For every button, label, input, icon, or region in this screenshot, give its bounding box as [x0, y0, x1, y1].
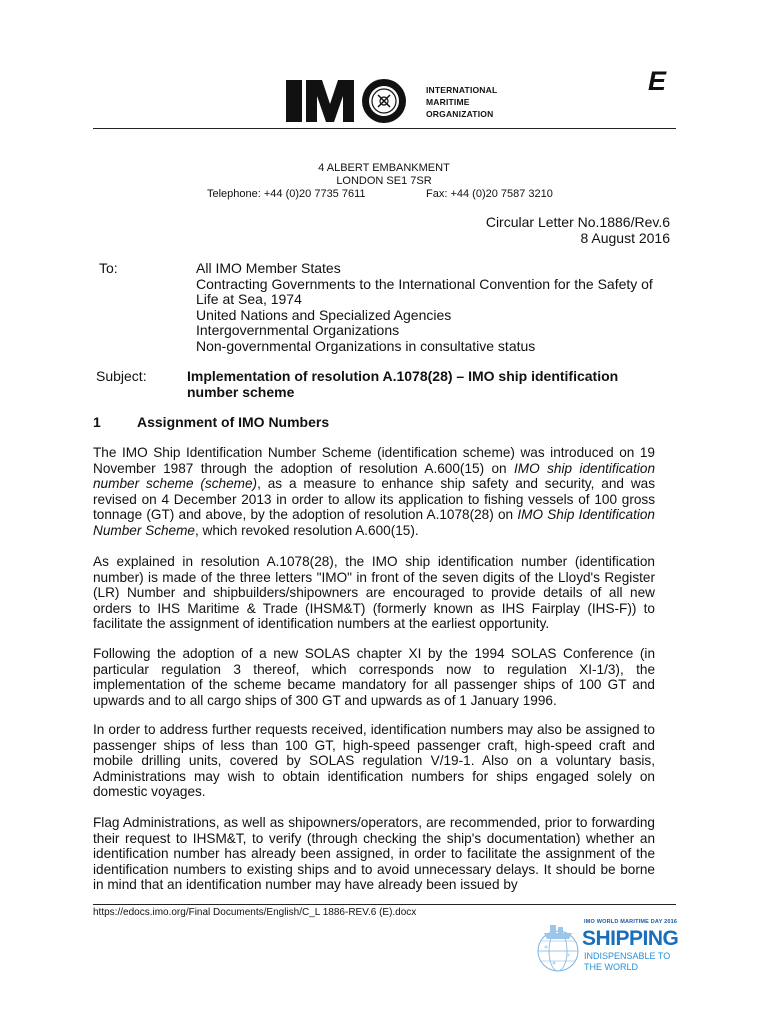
wmd-label: IMO WORLD MARITIME DAY 2016 — [584, 919, 678, 925]
paragraph-1-part-c: , as a measure to enhance ship safety and security, and was revised on 4 December 2013 in order to allow its application to fishing vessels of 100 gross tonnage (GT) and above, by the adoption of resolution A.1078(28) on — [93, 476, 655, 522]
subject-label: Subject: — [96, 368, 147, 384]
circular-date: 8 August 2016 — [580, 230, 670, 246]
tagline-line-2: THE WORLD — [584, 962, 638, 972]
paragraph-2: As explained in resolution A.1078(28), the IMO ship identification number (identification number) is made of the three letters "IMO" in front of the seven digits of the Lloyd's Register (LR) Number and shipbuilders/shipowners are encouraged to provide details of all new orders to IHS Maritime & Trade (IHSM&T) (formerly known as IHS Fairplay (IHS-F)) to facilitate the assignment of identification numbers at the earliest opportunity. — [93, 554, 655, 631]
document-path: https://edocs.imo.org/Final Documents/English/C_L 1886-REV.6 (E).docx — [93, 907, 417, 918]
paragraph-1-italic-title-2: IMO Ship Identification Number Scheme — [93, 507, 655, 538]
recipient-item: All IMO Member States — [196, 260, 341, 276]
recipient-item: Non-governmental Organizations in consultative status — [196, 337, 536, 354]
address-line-2: LONDON SE1 7SR — [336, 175, 432, 187]
paragraph-1-part-e: , which revoked resolution A.600(15). — [195, 522, 419, 538]
recipient-item: Intergovernmental Organizations — [196, 322, 400, 338]
telephone: Telephone: +44 (0)20 7735 7611 — [207, 188, 366, 200]
recipient-list — [196, 261, 670, 354]
fax: Fax: +44 (0)20 7587 3210 — [426, 188, 553, 200]
imo-logo-mark — [286, 78, 416, 124]
footer-divider — [93, 904, 676, 905]
tagline-line-1: INDISPENSABLE TO — [584, 951, 671, 961]
to-label: To: — [99, 260, 118, 276]
imo-logo — [286, 78, 526, 124]
globe-icon — [536, 921, 582, 975]
org-name-line-1: INTERNATIONAL — [426, 85, 498, 95]
paragraph-1-part-a: The IMO Ship Identification Number Scheme (identification scheme) was introduced on 19 November 1987 through the adoption of resolution A.600(15) on — [93, 445, 655, 476]
recipient-item: United Nations and Specialized Agencies — [196, 306, 452, 323]
paragraph-1 — [93, 445, 655, 538]
paragraph-1-italic-title: IMO ship identification number scheme (scheme) — [93, 460, 656, 491]
org-name-line-2: MARITIME — [426, 97, 470, 107]
paragraph-4: In order to address further requests received, identification numbers may also be assigned to passenger ships of less than 100 GT, high-speed passenger craft, high-speed craft and mobile drilling units, covered by SOLAS regulation V/19-1. Also on a voluntary basis, Administrations may wish to obtain identification numbers for ships engaged solely on domestic voyages. — [93, 722, 655, 799]
org-name — [426, 84, 497, 120]
shipping-wordmark: SHIPPING — [582, 927, 679, 950]
world-maritime-day-logo — [536, 917, 681, 977]
section-title: Assignment of IMO Numbers — [137, 414, 330, 430]
subject-text: Implementation of resolution A.1078(28) – IMO ship identification number scheme — [187, 368, 619, 400]
section-number: 1 — [93, 414, 101, 430]
recipient-item: Contracting Governments to the International Convention for the Safety of Life at Sea, 1974 — [196, 275, 653, 307]
paragraph-5: Flag Administrations, as well as shipowners/operators, are recommended, prior to forwarding their request to IHSM&T, to verify (through checking the ship's documentation) whether an identification number has already been assigned, in order to facilitate the assignment of the identification numbers to existing ships and to avoid unnecessary delays. It should be borne in mind that an identification number may have already been issued by — [93, 815, 655, 892]
header-divider — [93, 128, 676, 129]
address-line-1: 4 ALBERT EMBANKMENT — [318, 162, 450, 174]
language-code: E — [648, 66, 667, 96]
org-name-line-3: ORGANIZATION — [426, 109, 494, 119]
paragraph-3: Following the adoption of a new SOLAS chapter XI by the 1994 SOLAS Conference (in particular regulation 3 thereof, which corresponds now to regulation XI-1/3), the implementation of the scheme became mandatory for all passenger ships of 100 GT and upwards and to all cargo ships of 300 GT and upwards as of 1 January 1996. — [93, 646, 655, 708]
circular-letter-number: Circular Letter No.1886/Rev.6 — [485, 214, 670, 230]
